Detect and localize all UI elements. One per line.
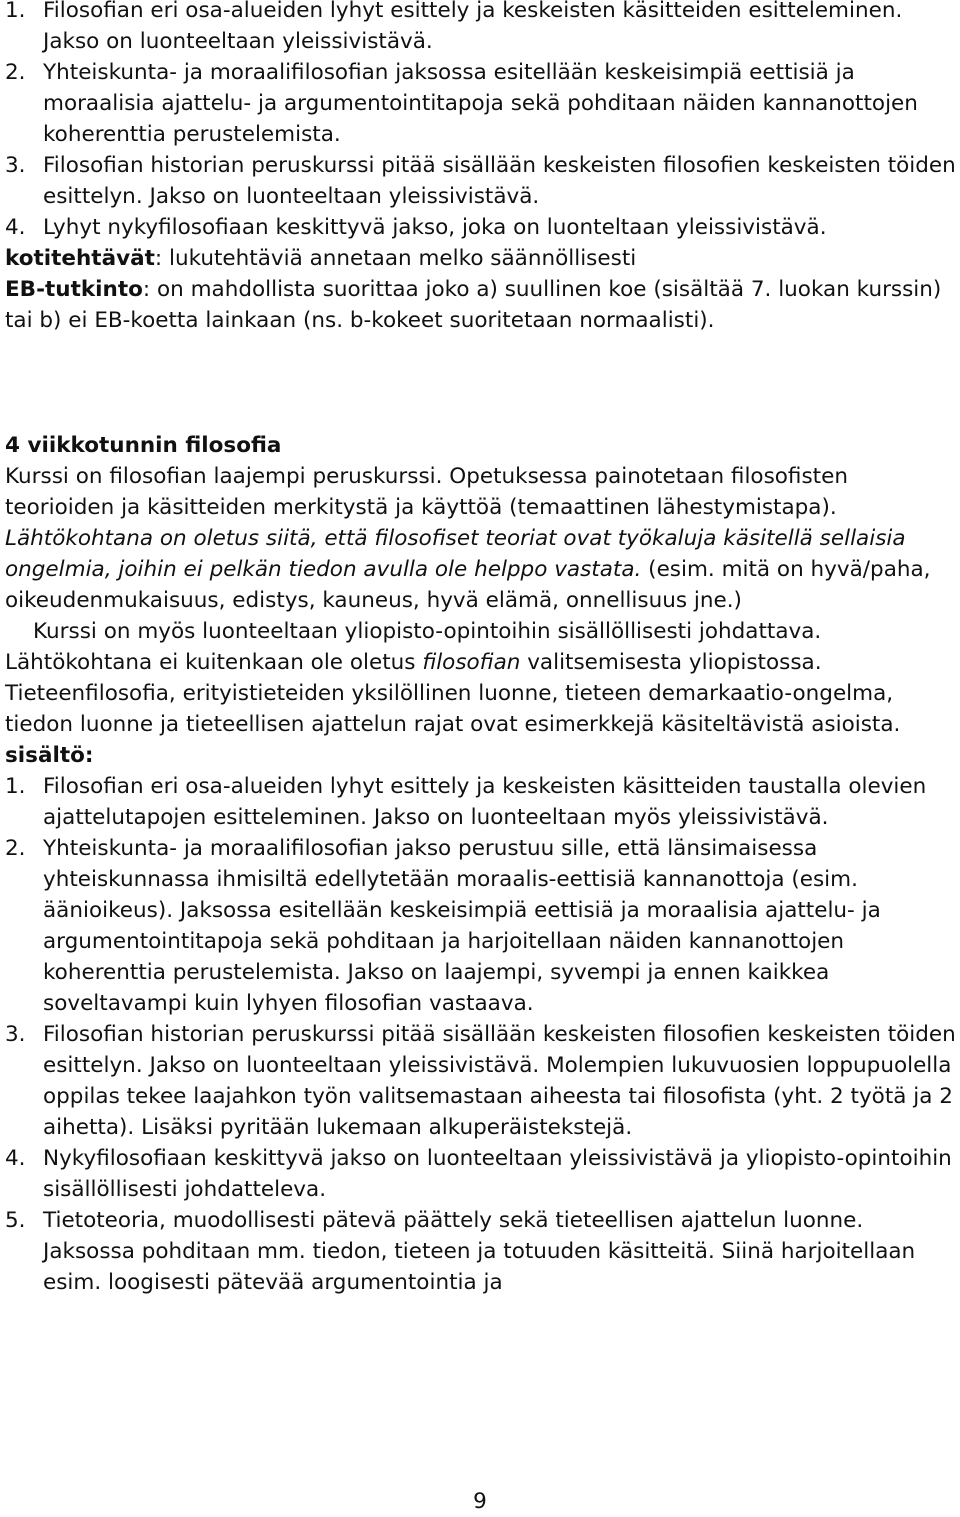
document-page <box>5 0 960 1298</box>
eb-line <box>5 274 960 336</box>
list-item-text: Yhteiskunta- ja moraalifilosofian jakso perustuu sille, että länsimaisessa yhteiskunnassa ihmisiltä edellytetään moraalis-eettisiä kannanottoja (esim. äänioikeus). Jaksossa esitellään keskeisimpiä eettisiä ja moraalisia ajattelu- ja argumentointitapoja sekä pohditaan ja harjoitellaan näiden kannanottojen koherenttia perustelemista. Jakso on laajempi, syvempi ja ennen kaikkea soveltavampi kuin lyhyen filosofian vastaava. <box>43 836 881 1016</box>
eb-text: : on mahdollista suorittaa joko a) suullinen koe (sisältää 7. luokan kurssin) tai b) ei EB-koetta lainkaan (ns. b-kokeet suoritetaan normaalisti). <box>5 277 942 333</box>
kotitehtavat-line <box>5 243 960 274</box>
list-item-text: Filosofian historian peruskurssi pitää sisällään keskeisten filosofien keskeisten töiden esittelyn. Jakso on luonteeltaan yleissivistävä. <box>43 153 956 209</box>
paragraph <box>5 616 960 740</box>
paragraph-text: valitsemisesta yliopistossa. Tieteenfilosofia, erityistieteiden yksilöllinen luonne, tieteen demarkaatio-ongelma, tiedon luonne ja tieteellisen ajattelun rajat ovat esimerkkejä käsiteltävistä asioista. <box>5 650 901 737</box>
list-item-text: Yhteiskunta- ja moraalifilosofian jaksossa esitellään keskeisimpiä eettisiä ja moraalisia ajattelu- ja argumentointitapoja sekä pohditaan näiden kannanottojen koherenttia perustelemista. <box>43 60 918 147</box>
eb-label: EB-tutkinto <box>5 277 143 302</box>
list-item <box>5 1143 960 1205</box>
list-item <box>5 833 960 1019</box>
list-number: 5. <box>5 1208 26 1233</box>
list-number: 1. <box>5 0 26 23</box>
paragraph <box>5 461 960 616</box>
list-item <box>5 1205 960 1298</box>
list-number: 3. <box>5 1022 26 1047</box>
list-item-text: Filosofian historian peruskurssi pitää sisällään keskeisten filosofien keskeisten töiden esittelyn. Jakso on luonteeltaan yleissivistävä. Molempien lukuvuosien loppupuolella oppilas tekee laajahkon työn valitsemastaan aiheesta tai filosofista (yht. 2 työtä ja 2 aihetta). Lisäksi pyritään lukemaan alkuperäistekstejä. <box>43 1022 956 1140</box>
list-item-text: Lyhyt nykyfilosofiaan keskittyvä jakso, joka on luonteltaan yleissivistävä. <box>43 215 827 240</box>
kotitehtavat-label: kotitehtävät <box>5 246 155 271</box>
list-item <box>5 212 960 243</box>
list-number: 1. <box>5 774 26 799</box>
list-item <box>5 771 960 833</box>
list-number: 4. <box>5 1146 26 1171</box>
spacer <box>5 336 960 430</box>
page-number: 9 <box>473 1489 487 1514</box>
list-item <box>5 0 960 57</box>
list-item <box>5 1019 960 1143</box>
paragraph-text: (esim. mitä on hyvä/paha, oikeudenmukaisuus, edistys, kauneus, hyvä elämä, onnellisuus jne.) <box>5 557 931 613</box>
paragraph-text: Kurssi on myös luonteeltaan yliopisto-opintoihin sisällöllisesti johdattava. Lähtökohtana ei kuitenkaan ole oletus <box>5 619 822 675</box>
list-item-text: Filosofian eri osa-alueiden lyhyt esittely ja keskeisten käsitteiden esitteleminen. Jakso on luonteeltaan yleissivistävä. <box>43 0 903 54</box>
list-item-text: Filosofian eri osa-alueiden lyhyt esittely ja keskeisten käsitteiden taustalla olevien ajattelutapojen esitteleminen. Jakso on luonteeltaan myös yleissivistävä. <box>43 774 927 830</box>
list-item <box>5 57 960 150</box>
list-number: 4. <box>5 215 26 240</box>
list-number: 2. <box>5 60 26 85</box>
paragraph-italic: Lähtökohtana on oletus siitä, että filosofiset teoriat ovat työkaluja käsitellä sellaisia ongelmia, joihin ei pelkän tiedon avulla ole helppo vastata. <box>5 526 906 582</box>
list-item <box>5 150 960 212</box>
list-item-text: Nykyfilosofiaan keskittyvä jakso on luonteeltaan yleissivistävä ja yliopisto-opintoihin sisällöllisesti johdatteleva. <box>43 1146 952 1202</box>
list-number: 3. <box>5 153 26 178</box>
sisalto-label: sisältö: <box>5 743 94 768</box>
paragraph-text: Kurssi on filosofian laajempi peruskurssi. Opetuksessa painotetaan filosofisten teorioiden ja käsitteiden merkitystä ja käyttöä (temaattinen lähestymistapa). <box>5 464 848 520</box>
kotitehtavat-text: : lukutehtäviä annetaan melko säännöllisesti <box>154 246 637 271</box>
list-number: 2. <box>5 836 26 861</box>
paragraph-italic: filosofian <box>422 650 521 675</box>
list-item-text: Tietoteoria, muodollisesti pätevä päättely sekä tieteellisen ajattelun luonne. Jaksossa pohditaan mm. tiedon, tieteen ja totuuden käsitteitä. Siinä harjoitellaan esim. loogisesti pätevää argumentointia ja <box>43 1208 916 1295</box>
section-heading: 4 viikkotunnin filosofia <box>5 433 282 458</box>
